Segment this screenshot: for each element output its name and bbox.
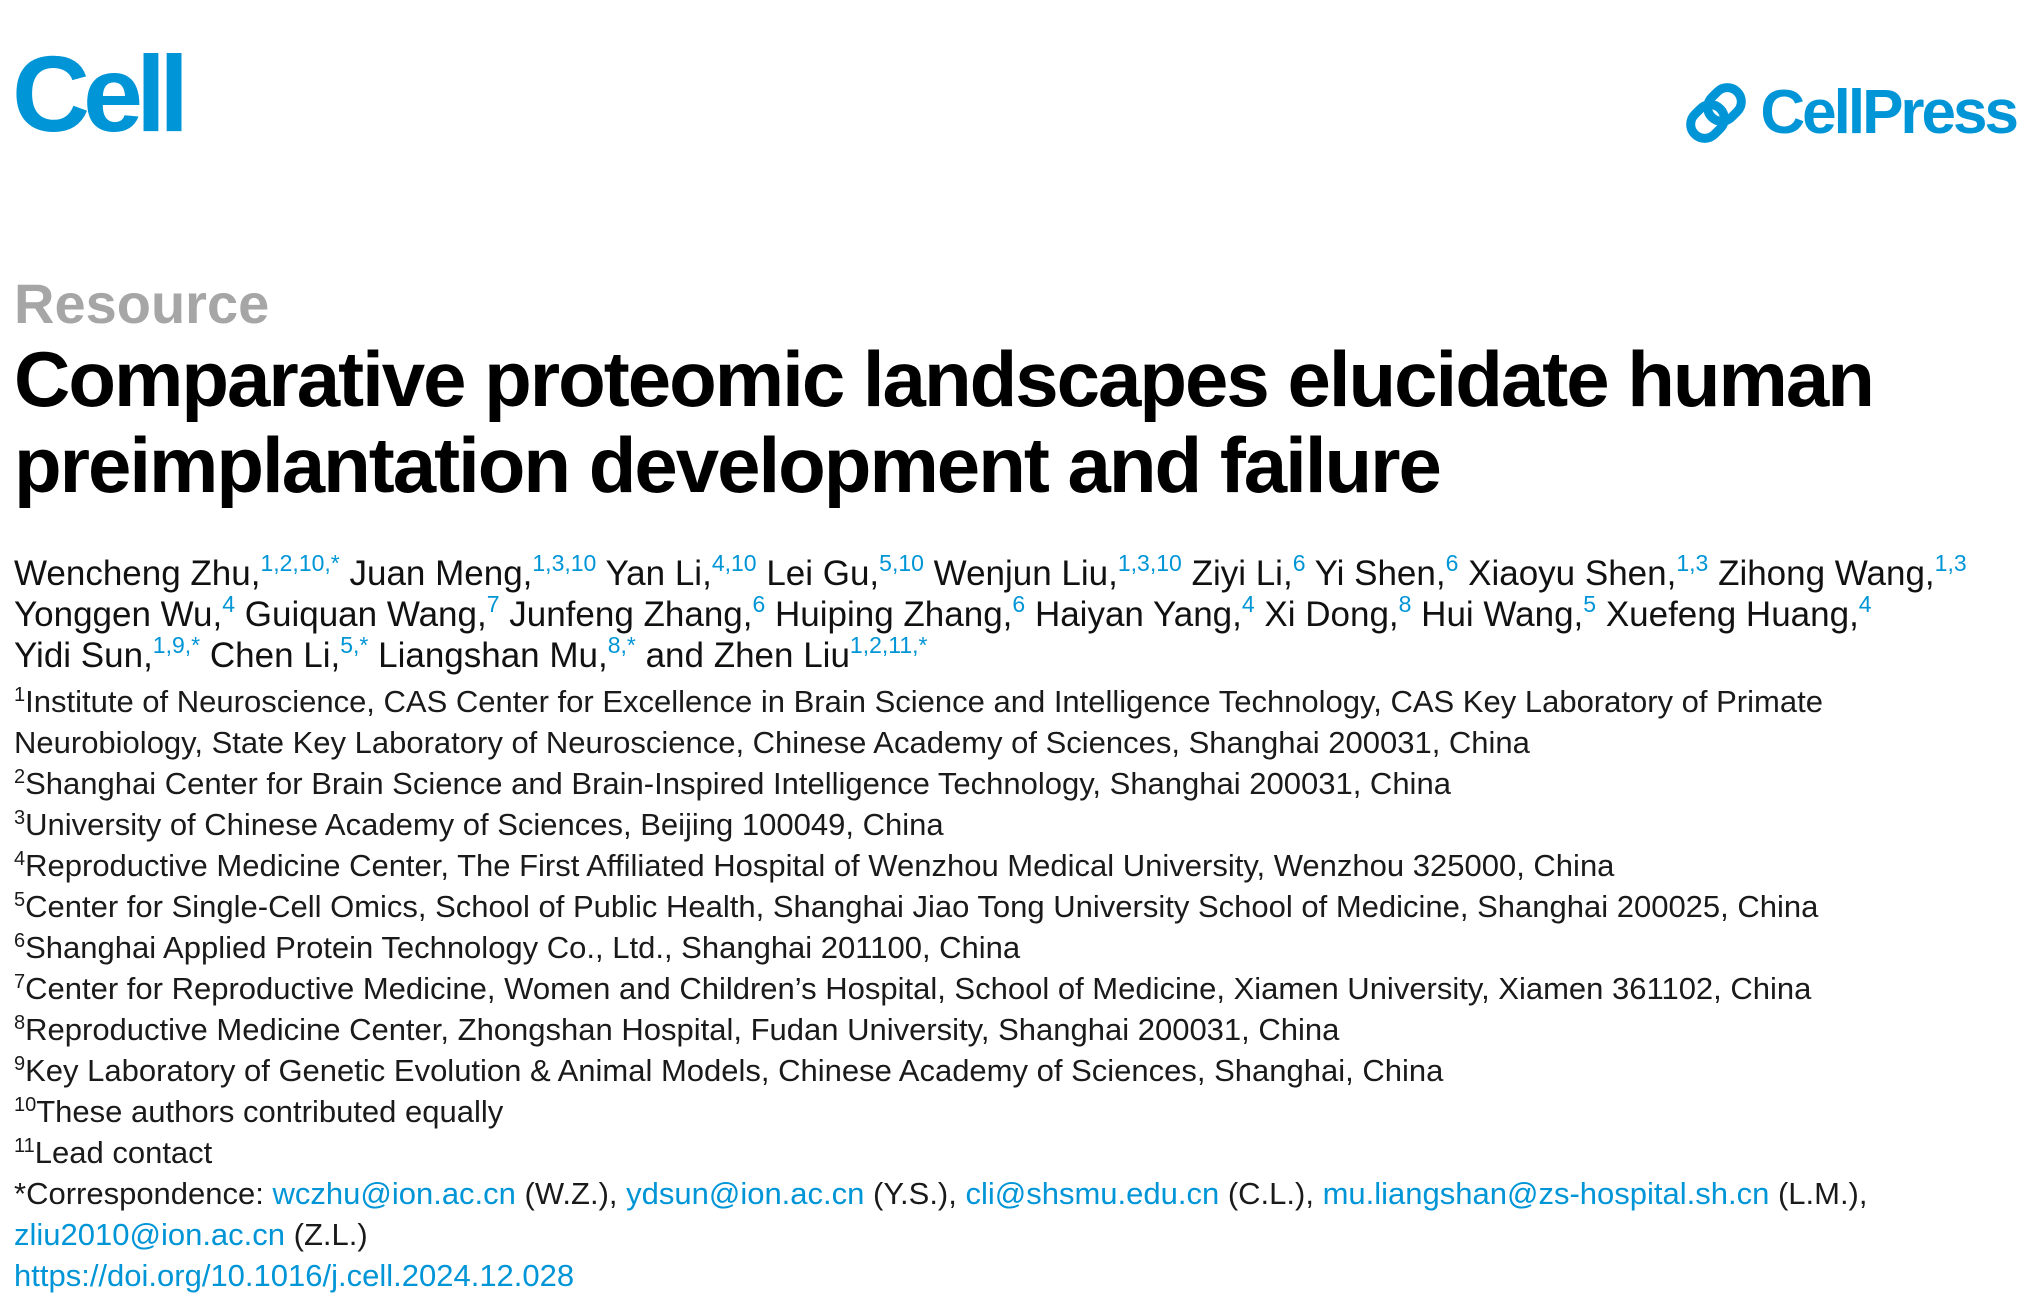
author — [645, 632, 928, 675]
author-affiliation-superscript: 6 — [1445, 550, 1459, 576]
author-name: Xiaoyu Shen, — [1468, 554, 1677, 593]
affiliation-item — [14, 1050, 2020, 1091]
affiliation-item — [14, 968, 2020, 1009]
author — [933, 550, 1182, 593]
journal-logo: Cell — [12, 33, 183, 154]
author-affiliation-superscript: 5,* — [340, 632, 369, 658]
author-affiliation-superscript: 1,3 — [1676, 550, 1709, 576]
affiliation-text: Shanghai Applied Protein Technology Co., Ltd., Shanghai 201100, China — [25, 930, 1021, 965]
author — [766, 550, 924, 593]
affiliations-block — [14, 681, 2020, 1296]
author — [509, 591, 766, 634]
affiliation-text: Reproductive Medicine Center, Zhongshan Hospital, Fudan University, Shanghai 200031, China — [25, 1012, 1340, 1047]
correspondence-initials: (C.L.), — [1219, 1176, 1323, 1211]
author — [378, 632, 636, 675]
author-affiliation-superscript: 5 — [1583, 591, 1597, 617]
author — [1468, 550, 1709, 593]
affiliation-item — [14, 927, 2020, 968]
article-title: Comparative proteomic landscapes elucidate human preimplantation development and failure — [14, 335, 1873, 509]
author — [1421, 591, 1597, 634]
author-affiliation-superscript: 4 — [1241, 591, 1255, 617]
author-affiliation-superscript: 1,3,10 — [1117, 550, 1182, 576]
author — [244, 591, 500, 634]
author — [1605, 591, 1872, 634]
affiliation-number: 9 — [14, 1053, 26, 1075]
affiliation-item — [14, 1009, 2020, 1050]
affiliation-item — [14, 1091, 2020, 1132]
author-list — [14, 550, 2020, 676]
author-name: Hui Wang, — [1421, 595, 1584, 634]
cellpress-mark-icon — [1682, 79, 1750, 147]
affiliation-text: Key Laboratory of Genetic Evolution & Animal Models, Chinese Academy of Sciences, Shanghai, China — [25, 1053, 1444, 1088]
correspondence-initials: (Y.S.), — [864, 1176, 966, 1211]
affiliation-text: Institute of Neuroscience, CAS Center for Excellence in Brain Science and Intelligence Technology, CAS Key Laboratory of Primate Neurobiology, State Key Laboratory of Neuroscience, Chinese Academy of Sciences, Shanghai 200031, China — [14, 684, 1823, 760]
author — [605, 550, 757, 593]
affiliation-text: Center for Single-Cell Omics, School of Public Health, Shanghai Jiao Tong University School of Medicine, Shanghai 200025, China — [25, 889, 1819, 924]
affiliation-text: University of Chinese Academy of Sciences, Beijing 100049, China — [25, 807, 944, 842]
correspondence-email-link[interactable]: wczhu@ion.ac.cn — [272, 1176, 516, 1211]
correspondence-initials: (W.Z.), — [515, 1176, 627, 1211]
affiliation-text: Shanghai Center for Brain Science and Brain-Inspired Intelligence Technology, Shanghai 200031, China — [25, 766, 1451, 801]
affiliation-item — [14, 763, 2020, 804]
correspondence-email-link[interactable]: ydsun@ion.ac.cn — [626, 1176, 865, 1211]
author-name: Yan Li, — [605, 554, 712, 593]
affiliation-item — [14, 1132, 2020, 1173]
correspondence — [14, 1173, 2020, 1255]
correspondence-label: *Correspondence: — [14, 1176, 273, 1211]
correspondence-email-link[interactable]: mu.liangshan@zs-hospital.sh.cn — [1322, 1176, 1770, 1211]
author-affiliation-superscript: 5,10 — [879, 550, 924, 576]
author-name: Huiping Zhang, — [775, 595, 1013, 634]
author-name: Guiquan Wang, — [244, 595, 487, 634]
author — [209, 632, 369, 675]
author-affiliation-superscript: 6 — [1292, 550, 1306, 576]
publisher-name: CellPress — [1760, 78, 2016, 147]
author-name: Wencheng Zhu, — [14, 554, 261, 593]
correspondence-initials: (Z.L.) — [285, 1217, 368, 1252]
correspondence-entries — [14, 1176, 1868, 1252]
correspondence-email-link[interactable]: cli@shsmu.edu.cn — [965, 1176, 1220, 1211]
affiliation-number: 3 — [14, 807, 26, 829]
affiliation-text: Center for Reproductive Medicine, Women and Children’s Hospital, School of Medicine, Xiamen University, Xiamen 361102, China — [25, 971, 1812, 1006]
affiliation-number: 8 — [14, 1012, 26, 1034]
author-name: Liangshan Mu, — [378, 636, 608, 675]
doi — [14, 1255, 2020, 1296]
author-name: Juan Meng, — [349, 554, 533, 593]
author — [14, 632, 201, 675]
author — [1034, 591, 1255, 634]
author — [14, 550, 340, 593]
author-affiliation-superscript: 1,9,* — [152, 632, 201, 658]
publisher-logo — [1682, 78, 2016, 148]
author-name: Xi Dong, — [1264, 595, 1399, 634]
affiliation-number: 4 — [14, 848, 26, 870]
author-name: Wenjun Liu, — [933, 554, 1118, 593]
affiliation-number: 7 — [14, 971, 26, 993]
author — [775, 591, 1026, 634]
affiliation-item — [14, 804, 2020, 845]
affiliation-number: 10 — [14, 1094, 37, 1116]
affiliation-item — [14, 681, 2020, 763]
affiliation-item — [14, 886, 2020, 927]
author-name: Yi Shen, — [1314, 554, 1446, 593]
author-affiliation-superscript: 4 — [1858, 591, 1872, 617]
author-name: Ziyi Li, — [1191, 554, 1293, 593]
affiliation-number: 5 — [14, 889, 26, 911]
author — [1314, 550, 1459, 593]
affiliation-number: 2 — [14, 766, 26, 788]
author-affiliation-superscript: 4,10 — [711, 550, 757, 576]
affiliation-text: Reproductive Medicine Center, The First Affiliated Hospital of Wenzhou Medical University, Wenzhou 325000, China — [25, 848, 1615, 883]
author-name: and Zhen Liu — [645, 636, 850, 675]
author-name: Chen Li, — [209, 636, 341, 675]
author-affiliation-superscript: 7 — [486, 591, 500, 617]
author-name: Yidi Sun, — [14, 636, 153, 675]
affiliation-list — [14, 681, 2020, 1173]
author-affiliation-superscript: 1,2,11,* — [849, 632, 928, 658]
author-name: Xuefeng Huang, — [1605, 595, 1859, 634]
affiliation-number: 1 — [14, 684, 26, 706]
doi-link[interactable]: https://doi.org/10.1016/j.cell.2024.12.028 — [14, 1258, 575, 1293]
author-affiliation-superscript: 8 — [1398, 591, 1412, 617]
article-type: Resource — [14, 272, 270, 335]
correspondence-email-link[interactable]: zliu2010@ion.ac.cn — [14, 1217, 286, 1252]
author-name: Junfeng Zhang, — [509, 595, 753, 634]
author-affiliation-superscript: 1,2,10,* — [260, 550, 340, 576]
author-name: Yonggen Wu, — [14, 595, 223, 634]
correspondence-initials: (L.M.), — [1769, 1176, 1868, 1211]
author-name: Zihong Wang, — [1718, 554, 1935, 593]
author-affiliation-superscript: 1,3,10 — [532, 550, 597, 576]
affiliation-number: 11 — [14, 1135, 35, 1157]
author-affiliation-superscript: 6 — [1012, 591, 1026, 617]
affiliation-text: These authors contributed equally — [36, 1094, 504, 1129]
author — [349, 550, 597, 593]
affiliation-text: Lead contact — [34, 1135, 213, 1170]
author — [1191, 550, 1306, 593]
author-affiliation-superscript: 8,* — [607, 632, 636, 658]
author-affiliation-superscript: 1,3 — [1934, 550, 1967, 576]
author — [14, 591, 236, 634]
affiliation-number: 6 — [14, 930, 26, 952]
author — [1718, 550, 1967, 593]
author-name: Haiyan Yang, — [1034, 595, 1242, 634]
affiliation-item — [14, 845, 2020, 886]
author-affiliation-superscript: 4 — [222, 591, 236, 617]
author-name: Lei Gu, — [766, 554, 880, 593]
author-affiliation-superscript: 6 — [752, 591, 766, 617]
author — [1264, 591, 1412, 634]
